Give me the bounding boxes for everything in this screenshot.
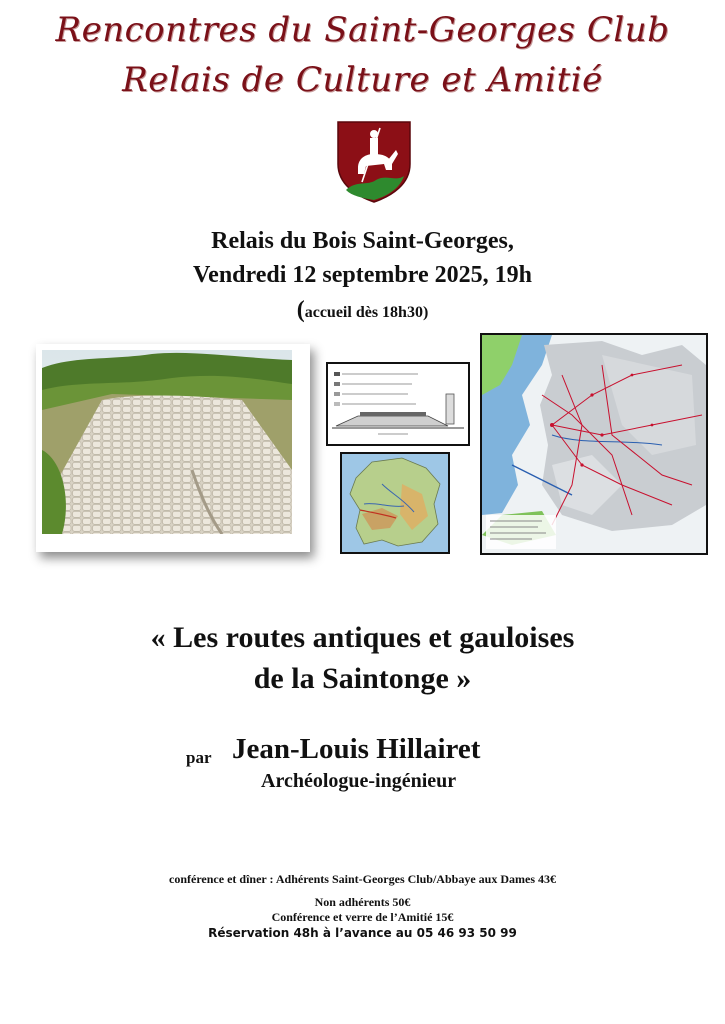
speaker-name: Jean-Louis Hillairet [232, 733, 481, 765]
pricing-conference: Conférence et verre de l’Amitié 15€ [271, 910, 454, 924]
roman-road-photo [36, 344, 310, 552]
welcome-text: accueil dès 18h30) [304, 304, 429, 321]
club-subtitle: Relais de Culture et Amitié [122, 60, 603, 100]
club-title: Rencontres du Saint-Georges Club [55, 10, 670, 50]
welcome-paren: ( [296, 297, 305, 323]
france-map [340, 452, 450, 554]
road-cross-section-diagram [326, 362, 470, 446]
saint-george-shield-icon [336, 120, 412, 204]
lecture-title-line2: de la Saintonge » [253, 662, 472, 695]
pricing-members: conférence et dîner : Adhérents Saint-Georges Club/Abbaye aux Dames 43€ [169, 872, 556, 886]
lecture-title-line1: « Les routes antiques et gauloises [150, 621, 575, 654]
by-label: par [186, 748, 212, 767]
event-date: Vendredi 12 septembre 2025, 19h [193, 262, 532, 288]
pricing-nonmembers: Non adhérents 50€ [314, 895, 411, 909]
saintonge-roads-map [480, 333, 708, 555]
venue: Relais du Bois Saint-Georges, [211, 228, 514, 254]
speaker-role: Archéologue-ingénieur [261, 770, 457, 792]
welcome-time [0, 297, 725, 324]
reservation-info: Réservation 48h à l’avance au 05 46 93 50 99 [208, 926, 517, 940]
